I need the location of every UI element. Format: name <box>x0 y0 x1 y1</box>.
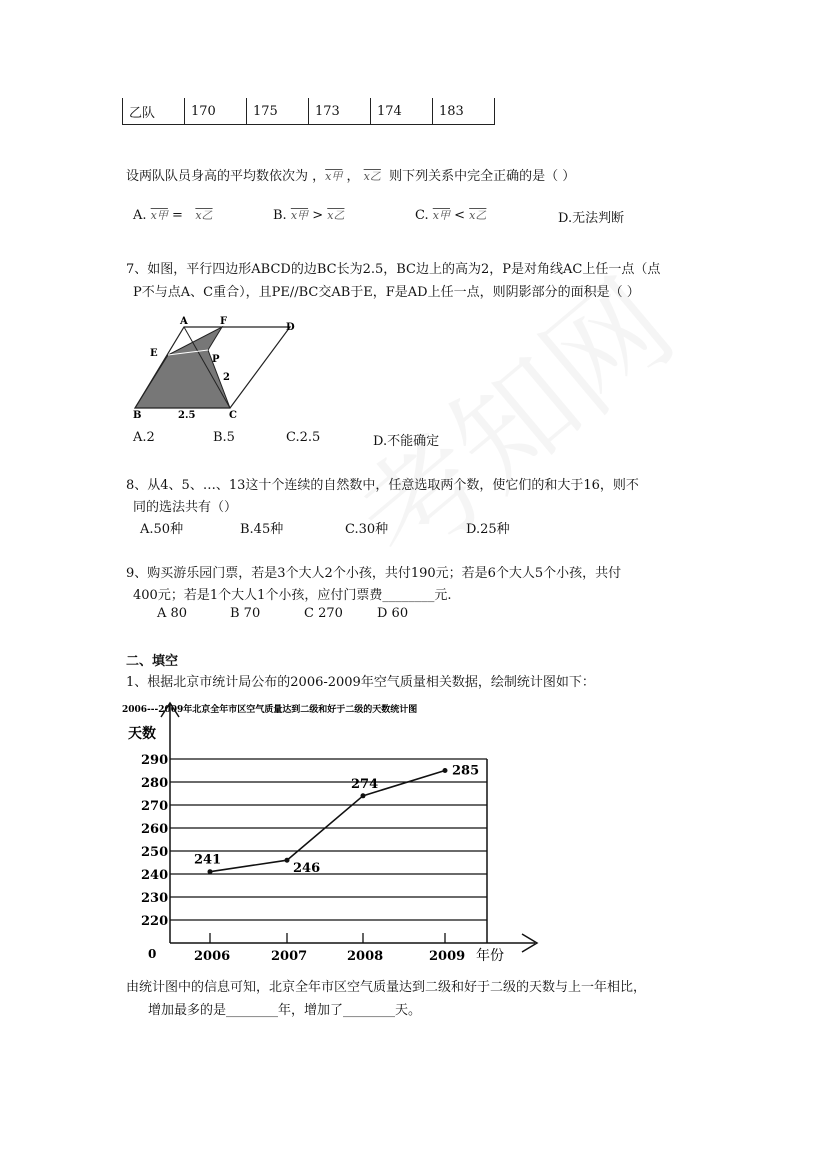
label-p: P <box>212 354 220 365</box>
label-c: C <box>229 410 237 421</box>
q8-line1: 8、从4、5、…、13这十个连续的自然数中，任意选取两个数，使它们的和大于16，则不 <box>126 478 639 493</box>
row-label: 乙队 <box>123 98 185 125</box>
q8-option-c: C.30种 <box>345 522 389 537</box>
x-tick-label: 2006 <box>194 949 231 964</box>
q9-option-b: B 70 <box>230 606 261 621</box>
table-cell: 173 <box>309 98 371 125</box>
q9-line1: 9、购买游乐园门票，若是3个大人2个小孩，共付190元；若是6个大人5个小孩，共付 <box>126 566 622 581</box>
q6-text: 设两队队员身高的平均数依次为 ，x甲 ， x乙 则下列关系中完全正确的是（ ） <box>126 169 576 184</box>
data-line <box>210 771 445 872</box>
x-tick-label: 2008 <box>347 949 384 964</box>
y-tick-label: 280 <box>141 776 169 791</box>
label-f: F <box>220 316 228 327</box>
label-e: E <box>150 348 158 359</box>
q9-option-a: A 80 <box>157 606 188 621</box>
q7-line2: P不与点A、C重合），且PE//BC交AB于E，F是AD上任一点，则阴影部分的面积是（ ） <box>133 285 640 300</box>
q9-option-c: C 270 <box>304 606 343 621</box>
data-point <box>208 869 213 874</box>
q6-option-a: A. x甲 = x乙 <box>133 208 213 223</box>
y-tick-label: 240 <box>141 868 169 883</box>
q7-option-a: A.2 <box>133 430 155 445</box>
y-axis-label: 天数 <box>128 726 156 742</box>
y-tick-label: 260 <box>141 822 169 837</box>
data-label: 246 <box>293 861 321 877</box>
x-axis-label: 年份 <box>476 948 504 964</box>
q7-option-c: C.2.5 <box>286 430 321 445</box>
table-cell: 174 <box>371 98 433 125</box>
label-bc: 2.5 <box>178 410 196 421</box>
q8-option-d: D.25种 <box>466 522 510 537</box>
q9-option-d: D 60 <box>377 606 409 621</box>
y-tick-label: 230 <box>141 891 169 906</box>
y-tick-label: 290 <box>141 753 169 768</box>
q6-option-d: D.无法判断 <box>558 211 625 226</box>
y-tick-label: 270 <box>141 799 169 814</box>
data-label: 241 <box>194 852 222 868</box>
origin-label: 0 <box>148 947 157 961</box>
data-label: 274 <box>351 776 379 792</box>
y-tick-label: 250 <box>141 845 169 860</box>
data-point <box>361 793 366 798</box>
section-title: 二、填空 <box>126 654 179 669</box>
q7-line1: 7、如图，平行四边形ABCD的边BC长为2.5，BC边上的高为2，P是对角线AC上任一点（点 <box>126 262 661 277</box>
fill-q1: 1、根据北京市统计局公布的2006-2009年空气质量相关数据，绘制统计图如下： <box>126 675 595 690</box>
q6-option-b: B. x甲 > x乙 <box>273 208 345 223</box>
fill-after2: 增加最多的是________年，增加了________天。 <box>148 1003 422 1018</box>
data-point <box>285 858 290 863</box>
table-cell: 175 <box>247 98 309 125</box>
chart-title: 2006---2009年北京全年市区空气质量达到二级和好于二级的天数统计图 <box>122 705 418 715</box>
q6-option-c: C. x甲 < x乙 <box>415 208 487 223</box>
label-b: B <box>133 410 142 421</box>
y-tick-label: 220 <box>141 914 169 929</box>
q8-option-a: A.50种 <box>140 522 184 537</box>
q8-line2: 同的选法共有（） <box>133 500 238 515</box>
data-point <box>443 768 448 773</box>
q7-option-b: B.5 <box>213 430 235 445</box>
fill-after1: 由统计图中的信息可知，北京全年市区空气质量达到二级和好于二级的天数与上一年相比， <box>126 980 647 995</box>
table-cell: 183 <box>433 98 495 125</box>
q8-option-b: B.45种 <box>240 522 284 537</box>
x-tick-label: 2009 <box>429 949 466 964</box>
data-label: 285 <box>452 763 480 779</box>
label-d: D <box>286 322 295 333</box>
label-height: 2 <box>223 372 230 383</box>
q9-line2: 400元；若是1个大人1个小孩，应付门票费________元. <box>133 588 452 603</box>
label-a: A <box>180 316 188 327</box>
x-tick-label: 2007 <box>271 949 308 964</box>
table-cell: 170 <box>185 98 247 125</box>
q7-option-d: D.不能确定 <box>373 434 440 449</box>
